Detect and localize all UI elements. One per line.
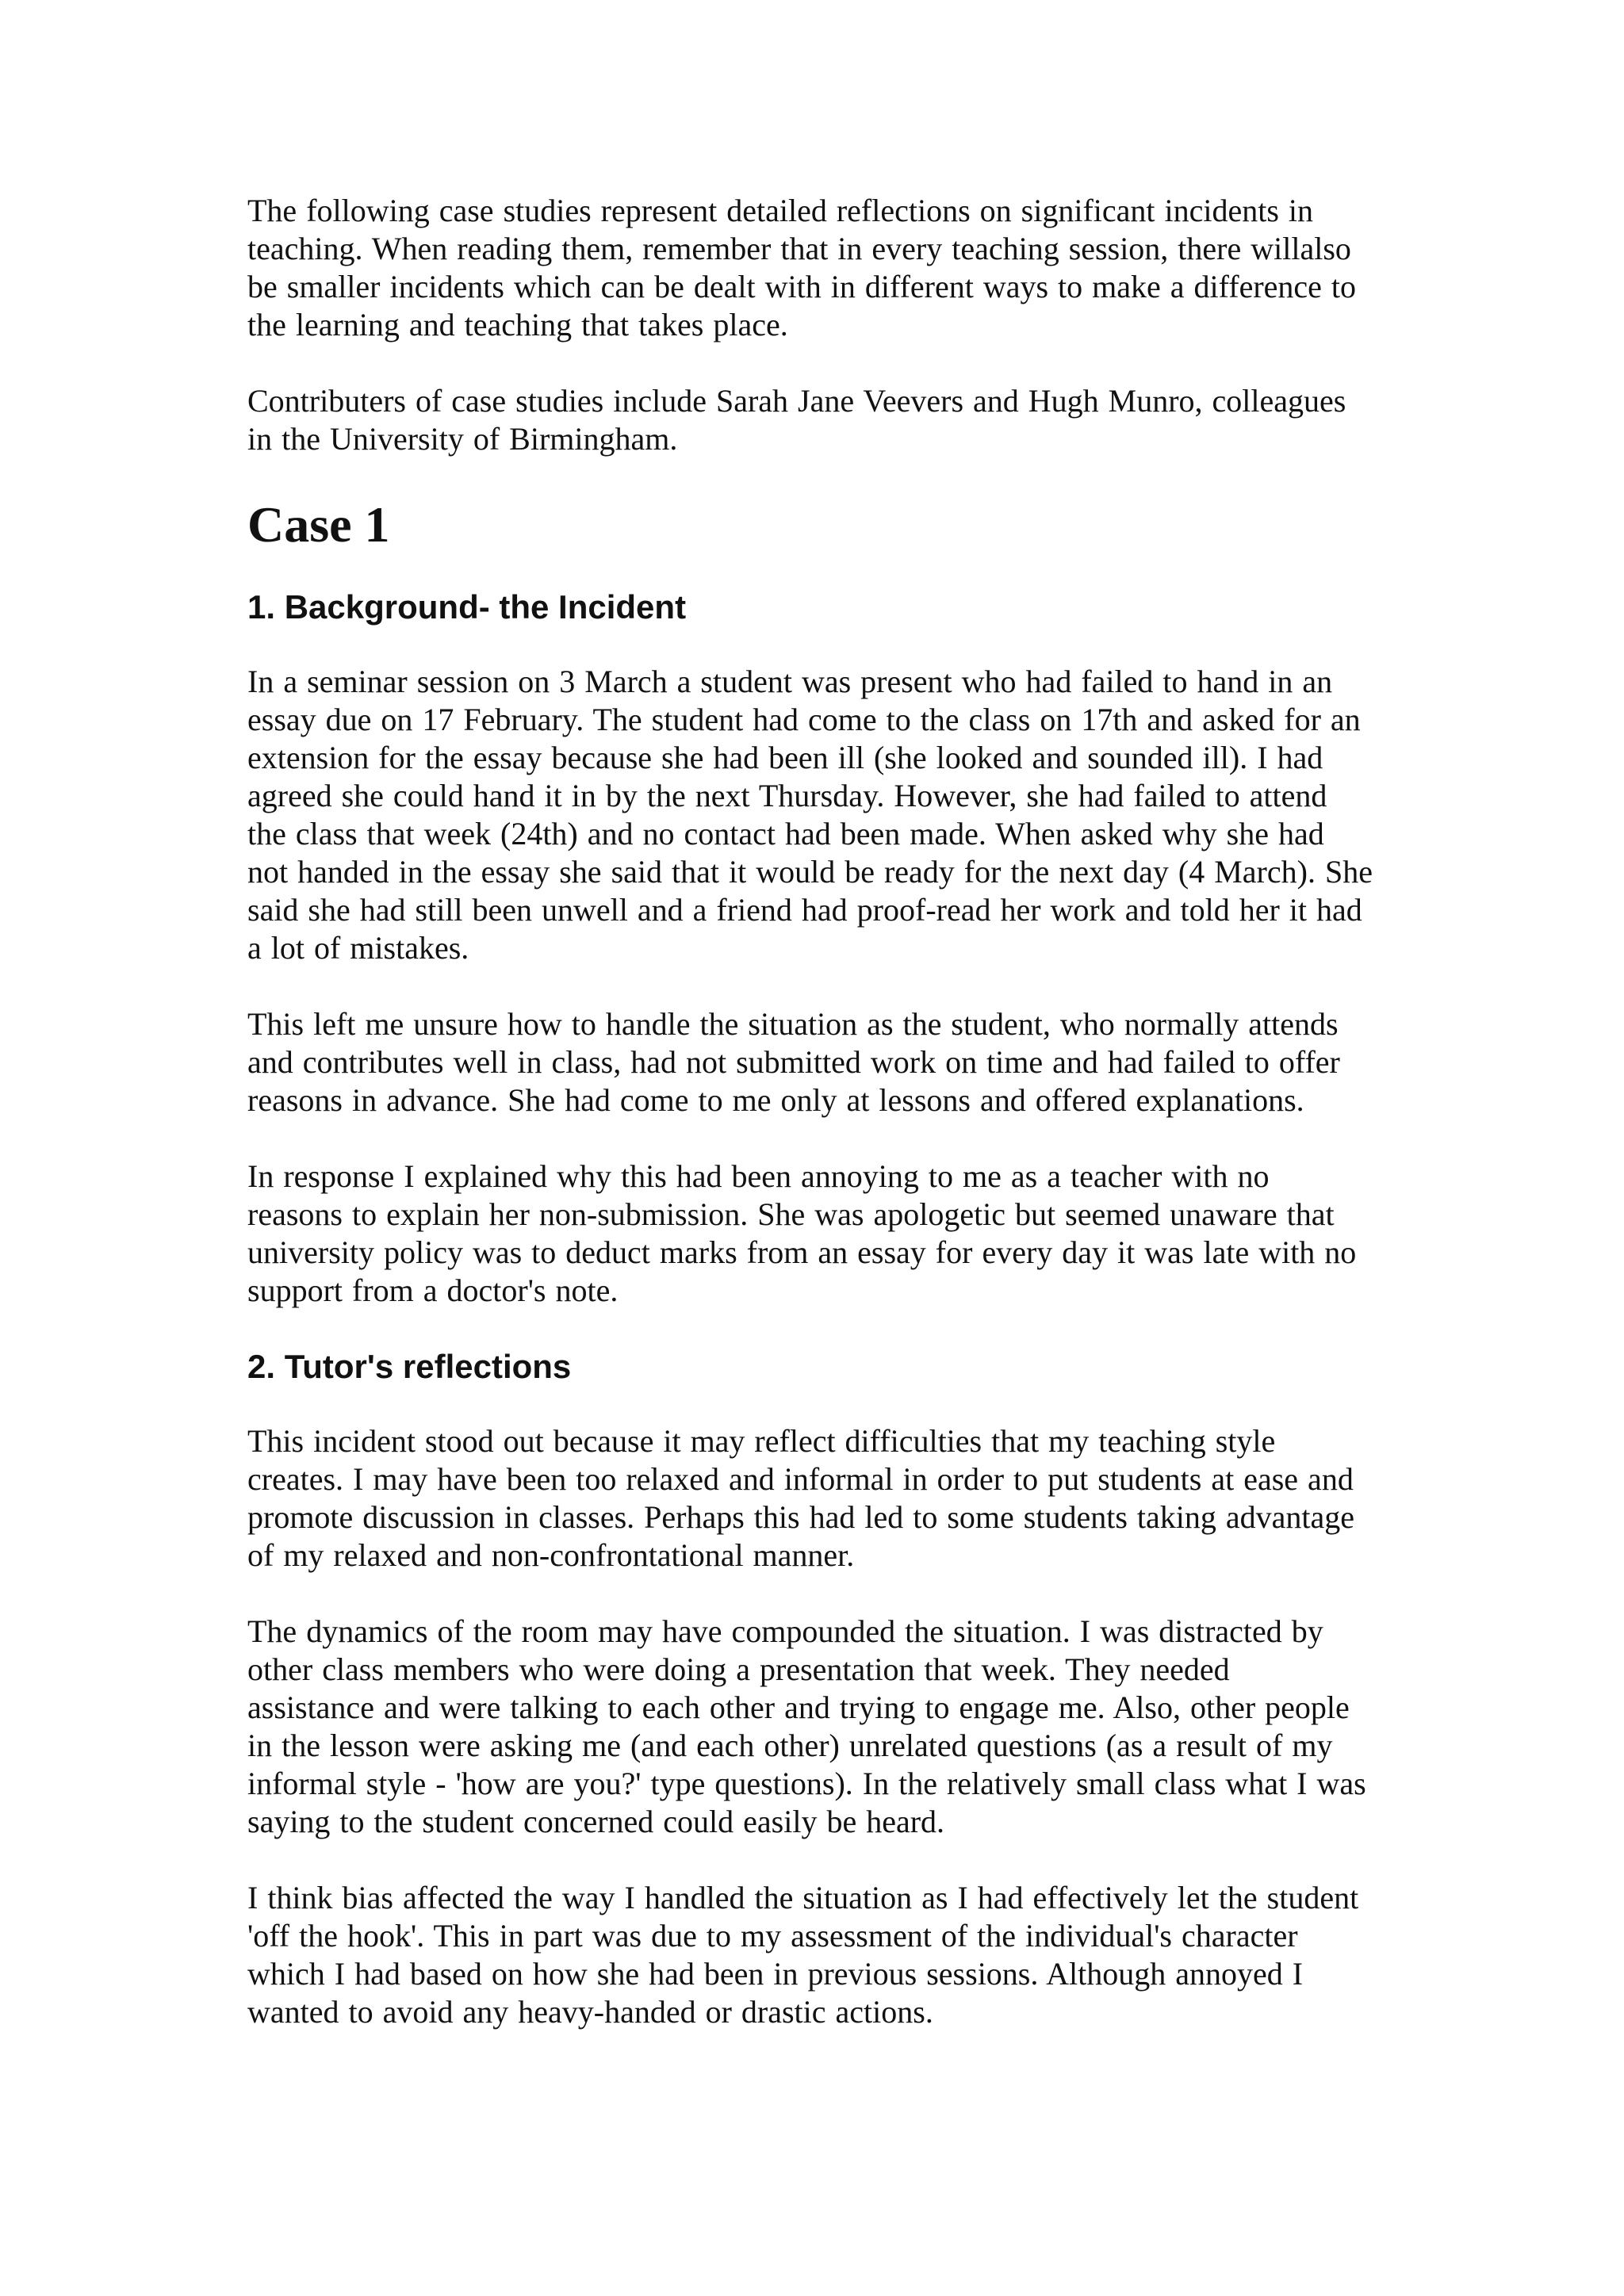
text-line: be smaller incidents which can be dealt with in different ways to make a difference to: [247, 269, 1357, 304]
text-line: support from a doctor's note.: [247, 1272, 619, 1308]
bias-paragraph: [247, 1879, 1389, 2031]
text-line: the learning and teaching that takes place.: [247, 307, 788, 342]
text-line: teaching. When reading them, remember that in every teaching session, there willalso: [247, 231, 1351, 266]
text-line: This left me unsure how to handle the situation as the student, who normally attends: [247, 1006, 1339, 1042]
text-line: wanted to avoid any heavy-handed or drastic actions.: [247, 1994, 933, 2030]
text-line: essay due on 17 February. The student had come to the class on 17th and asked for an: [247, 702, 1361, 737]
text-line: saying to the student concerned could easily be heard.: [247, 1804, 945, 1839]
case-title: Case 1: [247, 496, 390, 553]
text-line: reasons in advance. She had come to me only at lessons and offered explanations.: [247, 1082, 1304, 1118]
text-line: I think bias affected the way I handled the situation as I had effectively let the student: [247, 1880, 1359, 1915]
text-line: university policy was to deduct marks from an essay for every day it was late with no: [247, 1234, 1357, 1270]
text-line: reasons to explain her non-submission. She was apologetic but seemed unaware that: [247, 1196, 1335, 1232]
text-line: the class that week (24th) and no contact had been made. When asked why she had: [247, 816, 1324, 851]
contributors-paragraph: [247, 382, 1389, 458]
section-heading-reflections: 2. Tutor's reflections: [247, 1348, 572, 1385]
text-line: In a seminar session on 3 March a student was present who had failed to hand in an: [247, 664, 1333, 699]
text-line: 'off the hook'. This in part was due to my assessment of the individual's character: [247, 1918, 1298, 1954]
text-line: of my relaxed and non-confrontational manner.: [247, 1537, 855, 1573]
text-line: creates. I may have been too relaxed and informal in order to put students at ease and: [247, 1461, 1354, 1497]
incident-paragraph: [247, 663, 1389, 967]
text-line: in the University of Birmingham.: [247, 421, 678, 457]
text-line: extension for the essay because she had been ill (she looked and sounded ill). I had: [247, 740, 1323, 775]
response-paragraph: [247, 1158, 1389, 1310]
uncertainty-paragraph: [247, 1005, 1389, 1119]
intro-paragraph: [247, 192, 1389, 344]
text-line: a lot of mistakes.: [247, 930, 469, 966]
text-line: This incident stood out because it may reflect difficulties that my teaching style: [247, 1423, 1276, 1459]
text-line: The following case studies represent detailed reflections on significant incidents in: [247, 193, 1314, 228]
text-line: promote discussion in classes. Perhaps this had led to some students taking advantage: [247, 1499, 1354, 1535]
room-dynamics-paragraph: [247, 1613, 1389, 1841]
text-line: The dynamics of the room may have compounded the situation. I was distracted by: [247, 1613, 1323, 1649]
text-line: other class members who were doing a presentation that week. They needed: [247, 1651, 1230, 1687]
text-line: said she had still been unwell and a friend had proof-read her work and told her it had: [247, 892, 1362, 928]
text-line: not handed in the essay she said that it would be ready for the next day (4 March). She: [247, 854, 1373, 890]
text-line: informal style - 'how are you?' type questions). In the relatively small class what I was: [247, 1766, 1366, 1801]
document-page: [247, 192, 1389, 2069]
text-line: In response I explained why this had been annoying to me as a teacher with no: [247, 1158, 1270, 1194]
text-line: in the lesson were asking me (and each other) unrelated questions (as a result of my: [247, 1728, 1333, 1763]
text-line: agreed she could hand it in by the next Thursday. However, she had failed to attend: [247, 778, 1327, 813]
text-line: assistance and were talking to each other and trying to engage me. Also, other people: [247, 1689, 1350, 1725]
teaching-style-paragraph: [247, 1422, 1389, 1575]
text-line: and contributes well in class, had not submitted work on time and had failed to offer: [247, 1044, 1340, 1080]
text-line: which I had based on how she had been in previous sessions. Although annoyed I: [247, 1956, 1304, 1992]
section-heading-background: 1. Background- the Incident: [247, 588, 687, 626]
text-line: Contributers of case studies include Sarah Jane Veevers and Hugh Munro, colleagues: [247, 383, 1346, 419]
